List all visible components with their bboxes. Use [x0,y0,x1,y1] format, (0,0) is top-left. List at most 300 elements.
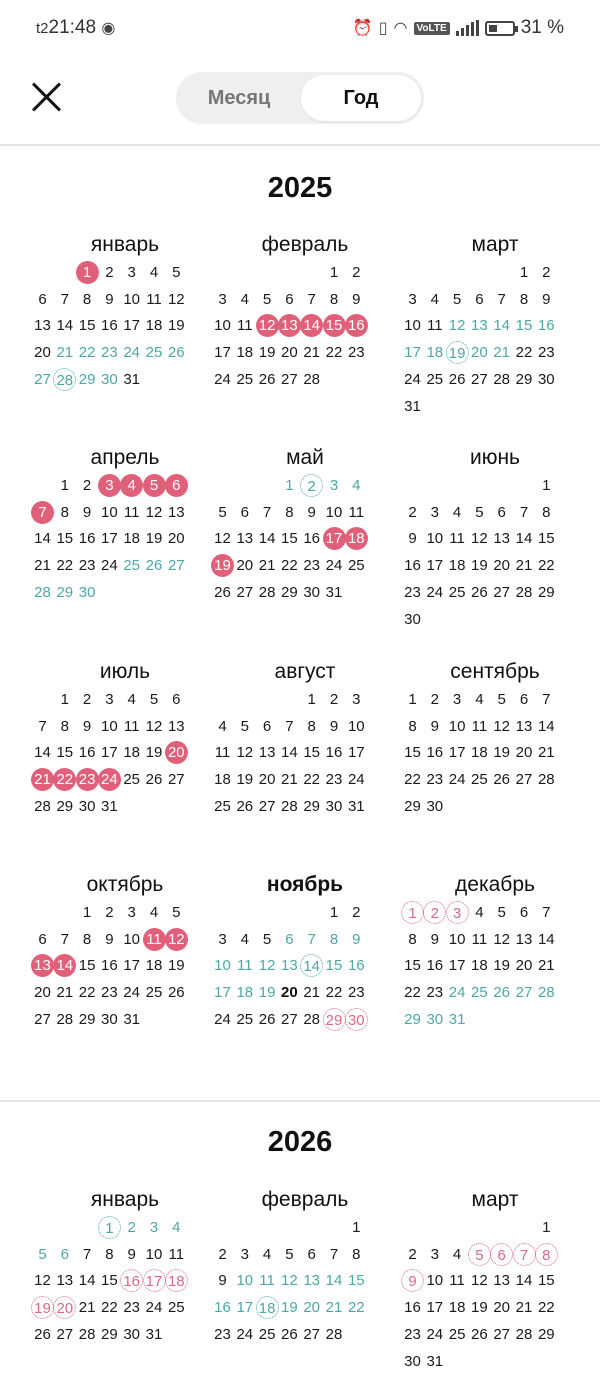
calendar-day[interactable]: 28 [515,583,533,601]
calendar-day[interactable]: 6 [262,717,272,735]
calendar-day[interactable]: 15 [303,744,321,762]
calendar-day[interactable]: 24 [236,1325,254,1343]
calendar-day[interactable]: 23 [404,1325,421,1343]
calendar-day[interactable]: 24 [214,1010,231,1028]
calendar-day[interactable]: 29 [78,1010,96,1028]
calendar-day[interactable]: 21 [303,344,321,362]
calendar-day[interactable]: 15 [537,1272,555,1290]
calendar-day[interactable]: 26 [214,583,231,601]
calendar-day[interactable]: 7 [60,930,69,948]
calendar-day[interactable]: 19 [236,771,254,789]
calendar-day[interactable]: 24 [448,771,466,789]
calendar-day[interactable]: 30 [404,610,421,628]
calendar-day[interactable]: 11 [237,317,253,335]
calendar-day[interactable]: 29 [515,370,533,388]
calendar-day[interactable]: 20 [165,741,188,764]
calendar-day[interactable]: 26 [281,1325,298,1343]
calendar-day[interactable]: 3 [329,477,339,494]
calendar-day[interactable]: 7 [285,717,294,735]
calendar-day[interactable]: 8 [82,930,92,948]
calendar-day[interactable]: 3 [430,503,439,521]
calendar-day[interactable]: 31 [426,1352,444,1370]
calendar-day[interactable]: 15 [325,957,343,975]
calendar-day[interactable]: 17 [323,527,346,550]
calendar-day[interactable]: 15 [56,744,74,762]
calendar-day[interactable]: 4 [475,691,484,708]
calendar-day[interactable]: 30 [426,1010,444,1028]
calendar-day[interactable]: 28 [515,1325,533,1343]
calendar-day[interactable]: 4 [127,691,136,708]
calendar-day[interactable]: 16 [303,530,321,548]
calendar-day[interactable]: 1 [542,477,551,494]
calendar-day[interactable]: 2 [408,1245,417,1263]
calendar-day[interactable]: 16 [101,957,118,975]
calendar-day[interactable]: 6 [519,691,529,708]
calendar-day[interactable]: 25 [123,557,141,575]
calendar-day[interactable]: 8 [519,290,529,308]
calendar-day[interactable]: 8 [542,503,551,521]
calendar-day[interactable]: 13 [281,957,298,975]
calendar-day[interactable]: 24 [347,771,365,789]
calendar-day[interactable]: 2 [82,691,92,708]
calendar-day[interactable]: 12 [34,1272,51,1290]
calendar-day[interactable]: 18 [165,1269,188,1292]
calendar-day[interactable]: 1 [352,1219,361,1236]
calendar-day[interactable]: 15 [56,530,74,548]
calendar-day[interactable]: 19 [493,957,511,975]
calendar-day[interactable]: 11 [214,744,231,762]
calendar-day[interactable]: 14 [493,317,511,335]
calendar-day[interactable]: 1 [408,691,417,708]
calendar-day[interactable]: 5 [475,503,484,521]
calendar-day[interactable]: 12 [471,530,488,548]
calendar-day[interactable]: 3 [430,1245,439,1263]
calendar-day[interactable]: 20 [515,957,533,975]
calendar-day[interactable]: 18 [448,557,466,575]
calendar-day[interactable]: 14 [515,1272,533,1290]
calendar-day[interactable]: 25 [123,771,141,789]
calendar-day[interactable]: 10 [123,290,141,308]
calendar-day[interactable]: 22 [404,771,421,789]
month-block[interactable] [210,871,400,1081]
calendar-day[interactable]: 15 [323,314,346,337]
calendar-day[interactable]: 6 [490,1243,513,1266]
calendar-day[interactable]: 16 [78,744,96,762]
calendar-day[interactable]: 28 [53,368,76,391]
calendar-day[interactable]: 30 [303,583,321,601]
calendar-day[interactable]: 9 [352,290,361,308]
calendar-day[interactable]: 5 [240,717,249,735]
calendar-day[interactable]: 1 [329,904,339,921]
calendar-day[interactable]: 5 [262,290,272,308]
calendar-day[interactable]: 18 [345,527,368,550]
calendar-day[interactable]: 25 [236,1010,254,1028]
calendar-day[interactable]: 2 [542,264,551,281]
calendar-day[interactable]: 2 [430,691,439,708]
calendar-day[interactable]: 8 [60,503,69,521]
calendar-day[interactable]: 25 [471,984,488,1002]
calendar-day[interactable]: 10 [101,503,118,521]
calendar-day[interactable]: 14 [258,530,276,548]
month-block[interactable] [400,658,590,868]
calendar-day[interactable]: 17 [426,557,444,575]
calendar-day[interactable]: 2 [105,264,114,281]
calendar-day[interactable]: 2 [218,1245,227,1263]
calendar-day[interactable]: 12 [165,928,188,951]
calendar-day[interactable]: 7 [82,1245,92,1263]
calendar-day[interactable]: 23 [101,984,118,1002]
calendar-day[interactable]: 20 [303,1299,321,1317]
calendar-day[interactable]: 22 [56,557,74,575]
calendar-day[interactable]: 31 [325,583,343,601]
calendar-day[interactable]: 3 [240,1245,249,1263]
calendar-day[interactable]: 19 [493,744,511,762]
calendar-day[interactable]: 24 [101,557,118,575]
calendar-day[interactable]: 15 [281,530,298,548]
tab-year[interactable]: Год [301,75,421,121]
calendar-day[interactable]: 9 [352,930,361,948]
calendar-day[interactable]: 31 [123,370,141,388]
calendar-day[interactable]: 27 [56,1325,74,1343]
calendar-day[interactable]: 17 [101,530,118,548]
calendar-day[interactable]: 5 [172,904,181,921]
calendar-day[interactable]: 22 [78,984,96,1002]
calendar-day[interactable]: 11 [449,530,465,548]
calendar-day[interactable]: 6 [497,503,506,521]
calendar-day[interactable]: 9 [408,530,417,548]
calendar-day[interactable]: 18 [471,744,488,762]
calendar-day[interactable]: 8 [307,717,316,735]
calendar-day[interactable]: 27 [515,984,533,1002]
calendar-day[interactable]: 21 [56,984,74,1002]
calendar-day[interactable]: 28 [303,1010,321,1028]
calendar-day[interactable]: 13 [493,530,511,548]
calendar-day[interactable]: 21 [78,1299,96,1317]
calendar-day[interactable]: 26 [236,797,254,815]
calendar-day[interactable]: 21 [515,557,533,575]
calendar-day[interactable]: 9 [105,290,114,308]
calendar-day[interactable]: 2 [408,503,417,521]
calendar-day[interactable]: 22 [325,984,343,1002]
calendar-day[interactable]: 1 [76,261,99,284]
calendar-day[interactable]: 8 [105,1245,114,1263]
calendar-day[interactable]: 11 [449,1272,465,1290]
calendar-day[interactable]: 20 [34,344,51,362]
calendar-day[interactable]: 23 [303,557,321,575]
calendar-day[interactable]: 5 [285,1245,294,1263]
calendar-day[interactable]: 1 [82,904,92,921]
calendar-day[interactable]: 9 [542,290,551,308]
calendar-day[interactable]: 31 [448,1010,466,1028]
calendar-day[interactable]: 24 [98,768,121,791]
calendar-day[interactable]: 16 [404,1299,421,1317]
calendar-day[interactable]: 13 [515,930,533,948]
calendar-day[interactable]: 2 [329,691,339,708]
calendar-day[interactable]: 27 [493,583,511,601]
calendar-day[interactable]: 24 [426,583,444,601]
calendar-day[interactable]: 23 [76,768,99,791]
calendar-day[interactable]: 12 [145,503,163,521]
calendar-day[interactable]: 19 [446,341,469,364]
calendar-day[interactable]: 28 [56,1010,74,1028]
calendar-day[interactable]: 26 [145,771,163,789]
calendar-day[interactable]: 11 [146,290,162,308]
calendar-day[interactable]: 15 [404,744,421,762]
calendar-day[interactable]: 8 [82,290,92,308]
calendar-day[interactable]: 2 [82,477,92,494]
calendar-day[interactable]: 21 [493,344,511,362]
calendar-day[interactable]: 9 [329,717,339,735]
calendar-day[interactable]: 10 [448,717,466,735]
calendar-day[interactable]: 23 [78,557,96,575]
calendar-day[interactable]: 20 [281,344,298,362]
calendar-day[interactable]: 9 [82,717,92,735]
calendar-day[interactable]: 12 [214,530,231,548]
calendar-day[interactable]: 7 [513,1243,536,1266]
calendar-day[interactable]: 27 [303,1325,321,1343]
calendar-day[interactable]: 4 [240,930,249,948]
month-block[interactable] [30,1186,220,1396]
calendar-day[interactable]: 10 [236,1272,254,1290]
calendar-day[interactable]: 3 [352,691,361,708]
calendar-day[interactable]: 30 [78,583,96,601]
calendar-day[interactable]: 19 [471,557,488,575]
calendar-day[interactable]: 25 [145,984,163,1002]
calendar-day[interactable]: 1 [60,477,69,494]
calendar-day[interactable]: 27 [167,557,185,575]
calendar-day[interactable]: 10 [426,530,444,548]
calendar-day[interactable]: 28 [325,1325,343,1343]
calendar-day[interactable]: 12 [258,957,276,975]
calendar-day[interactable]: 27 [281,1010,298,1028]
calendar-day[interactable]: 8 [285,503,294,521]
calendar-day[interactable]: 12 [145,717,163,735]
calendar-day[interactable]: 3 [149,1219,159,1236]
calendar-day[interactable]: 3 [127,904,136,921]
calendar-day[interactable]: 26 [167,344,185,362]
calendar-day[interactable]: 22 [78,344,96,362]
calendar-day[interactable]: 12 [448,317,466,335]
calendar-day[interactable]: 31 [347,797,365,815]
calendar-day[interactable]: 17 [236,1299,254,1317]
calendar-day[interactable]: 18 [236,344,254,362]
calendar-day[interactable]: 27 [34,1010,51,1028]
calendar-day[interactable]: 5 [218,503,227,521]
calendar-day[interactable]: 11 [168,1245,185,1263]
calendar-day[interactable]: 19 [211,554,234,577]
calendar-day[interactable]: 7 [329,1245,339,1263]
calendar-day[interactable]: 25 [448,1325,466,1343]
calendar-day[interactable]: 3 [218,930,227,948]
calendar-day[interactable]: 4 [218,717,227,735]
calendar-day[interactable]: 23 [426,771,444,789]
calendar-day[interactable]: 10 [214,957,231,975]
calendar-day[interactable]: 22 [53,768,76,791]
calendar-day[interactable]: 1 [401,901,424,924]
calendar-day[interactable]: 19 [167,317,185,335]
calendar-day[interactable]: 13 [515,717,533,735]
calendar-day[interactable]: 27 [236,583,254,601]
calendar-day[interactable]: 29 [323,1008,346,1031]
calendar-day[interactable]: 29 [404,797,421,815]
calendar-day[interactable]: 4 [120,474,143,497]
calendar-day[interactable]: 13 [493,1272,511,1290]
calendar-day[interactable]: 25 [347,557,365,575]
calendar-day[interactable]: 21 [537,957,555,975]
calendar-day[interactable]: 12 [471,1272,488,1290]
calendar-day[interactable]: 30 [537,370,555,388]
calendar-day[interactable]: 11 [123,503,140,521]
calendar-day[interactable]: 18 [123,530,141,548]
calendar-day[interactable]: 24 [448,984,466,1002]
calendar-day[interactable]: 24 [123,344,141,362]
calendar-day[interactable]: 3 [408,290,417,308]
calendar-day[interactable]: 21 [515,1299,533,1317]
calendar-day[interactable]: 16 [345,314,368,337]
calendar-day[interactable]: 6 [38,930,47,948]
calendar-day[interactable]: 12 [281,1272,298,1290]
calendar-day[interactable]: 21 [56,344,74,362]
calendar-day[interactable]: 29 [101,1325,118,1343]
view-toggle[interactable] [176,72,424,124]
calendar-day[interactable]: 1 [329,264,339,281]
calendar-day[interactable]: 17 [448,744,466,762]
calendar-day[interactable]: 6 [165,474,188,497]
calendar-day[interactable]: 15 [78,957,96,975]
calendar-day[interactable]: 17 [347,744,365,762]
calendar-day[interactable]: 9 [430,717,439,735]
calendar-day[interactable]: 10 [214,317,231,335]
calendar-day[interactable]: 19 [145,744,163,762]
calendar-day[interactable]: 26 [448,370,466,388]
calendar-day[interactable]: 4 [452,503,462,521]
month-block[interactable] [400,871,590,1081]
calendar-day[interactable]: 20 [471,344,488,362]
calendar-day[interactable]: 21 [303,984,321,1002]
calendar-day[interactable]: 25 [471,771,488,789]
tab-month[interactable]: Месяц [207,87,271,109]
calendar-day[interactable]: 21 [258,557,276,575]
calendar-day[interactable]: 29 [56,797,74,815]
calendar-day[interactable]: 29 [537,1325,555,1343]
calendar-day[interactable]: 12 [236,744,254,762]
calendar-day[interactable]: 23 [101,344,118,362]
month-block[interactable] [30,444,220,654]
calendar-day[interactable]: 5 [468,1243,491,1266]
calendar-day[interactable]: 7 [262,503,272,521]
calendar-day[interactable]: 16 [426,957,444,975]
calendar-day[interactable]: 4 [240,290,249,308]
calendar-day[interactable]: 25 [167,1299,185,1317]
calendar-day[interactable]: 13 [167,503,185,521]
calendar-day[interactable]: 11 [471,717,488,735]
calendar-day[interactable]: 4 [475,904,484,921]
calendar-day[interactable]: 1 [60,691,69,708]
calendar-day[interactable]: 10 [404,317,421,335]
calendar-day[interactable]: 6 [240,503,249,521]
calendar-day[interactable]: 23 [404,583,421,601]
calendar-day[interactable]: 20 [258,771,276,789]
calendar-day[interactable]: 9 [82,503,92,521]
calendar-day[interactable]: 25 [448,583,466,601]
calendar-day[interactable]: 18 [214,771,231,789]
month-block[interactable] [210,444,400,654]
calendar-day[interactable]: 30 [404,1352,421,1370]
calendar-day[interactable]: 26 [258,1010,276,1028]
calendar-day[interactable]: 23 [426,984,444,1002]
calendar-day[interactable]: 29 [56,583,74,601]
calendar-day[interactable]: 12 [493,717,511,735]
calendar-day[interactable]: 22 [347,1299,365,1317]
calendar-day[interactable]: 16 [214,1299,231,1317]
calendar-day[interactable]: 26 [493,984,511,1002]
calendar-day[interactable]: 16 [426,744,444,762]
calendar-day[interactable]: 18 [256,1296,279,1319]
calendar-day[interactable]: 10 [448,930,466,948]
calendar-day[interactable]: 8 [329,930,339,948]
calendar-day[interactable]: 21 [537,744,555,762]
calendar-day[interactable]: 14 [53,954,76,977]
calendar-day[interactable]: 7 [542,691,551,708]
calendar-day[interactable]: 14 [34,530,51,548]
calendar-day[interactable]: 9 [105,930,114,948]
calendar-day[interactable]: 11 [143,928,166,951]
calendar-day[interactable]: 5 [452,290,462,308]
calendar-day[interactable]: 19 [258,984,276,1002]
calendar-day[interactable]: 22 [537,557,555,575]
month-block[interactable] [30,871,220,1081]
calendar-day[interactable]: 15 [515,317,533,335]
calendar-day[interactable]: 9 [307,503,316,521]
calendar-day[interactable]: 28 [34,583,51,601]
calendar-day[interactable]: 18 [145,957,163,975]
calendar-day[interactable]: 14 [300,314,323,337]
calendar-day[interactable]: 15 [537,530,555,548]
calendar-day[interactable]: 22 [101,1299,118,1317]
calendar-day[interactable]: 19 [145,530,163,548]
calendar-day[interactable]: 20 [167,530,185,548]
calendar-day[interactable]: 30 [101,370,118,388]
calendar-day[interactable]: 11 [123,717,140,735]
calendar-day[interactable]: 4 [452,1245,462,1263]
calendar-day[interactable]: 5 [262,930,272,948]
calendar-day[interactable]: 22 [281,557,298,575]
calendar-day[interactable]: 24 [426,1325,444,1343]
calendar-day[interactable]: 17 [143,1269,166,1292]
calendar-day[interactable]: 19 [167,957,185,975]
calendar-day[interactable]: 14 [537,717,555,735]
calendar-day[interactable]: 28 [34,797,51,815]
calendar-day[interactable]: 14 [325,1272,343,1290]
calendar-day[interactable]: 15 [347,1272,365,1290]
calendar-day[interactable]: 22 [537,1299,555,1317]
calendar-day[interactable]: 15 [404,957,421,975]
calendar-day[interactable]: 7 [542,904,551,921]
month-block[interactable] [400,231,590,441]
calendar-day[interactable]: 3 [452,691,462,708]
calendar-day[interactable]: 31 [145,1325,163,1343]
calendar-day[interactable]: 28 [537,771,555,789]
calendar-day[interactable]: 8 [408,717,417,735]
calendar-day[interactable]: 27 [167,771,185,789]
calendar-day[interactable]: 30 [345,1008,368,1031]
calendar-day[interactable]: 9 [218,1272,227,1290]
calendar-day[interactable]: 1 [519,264,529,281]
calendar-day[interactable]: 2 [423,901,446,924]
calendar-day[interactable]: 21 [31,768,54,791]
calendar-day[interactable]: 25 [258,1325,276,1343]
calendar-day[interactable]: 13 [471,317,488,335]
